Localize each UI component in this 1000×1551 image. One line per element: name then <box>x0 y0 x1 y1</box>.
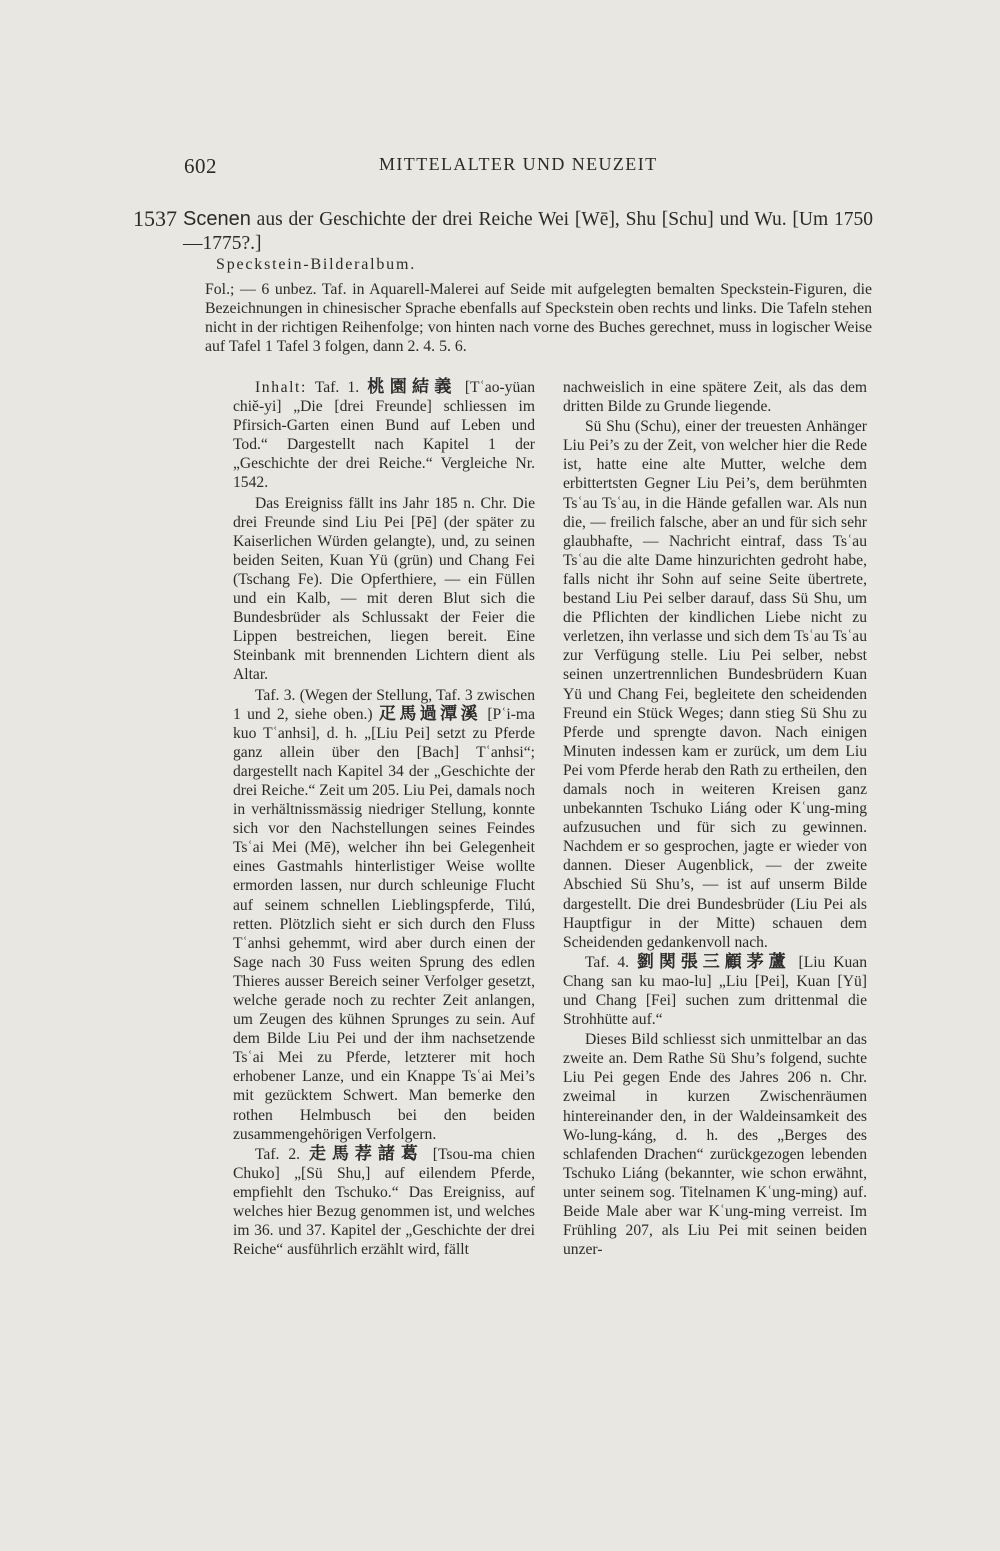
plate-3-paragraph <box>233 686 535 1144</box>
plate-4-intro: Taf. 4. <box>585 953 637 971</box>
plate-3-intro: Taf. 3. (Wegen der Stellung, Taf. 3 zwischen 1 und 2, siehe oben.) <box>233 686 535 723</box>
plate-1-text: [Tʿao-yüan chiĕ-yi] „Die [drei Freunde] schliessen im Pfirsich-Garten einen Bund auf Leben und Tod.“ Dargestellt nach Kapitel 1 der „Geschichte der drei Reiche.“ Vergleiche Nr. 1542. <box>233 379 535 492</box>
contents-label: Inhalt: <box>255 379 307 396</box>
plate-2-detail-paragraph: Sü Shu (Schu), einer der treuesten Anhänger Liu Pei’s zu der Zeit, von welcher hier die Rede ist, hatte eine alte Mutter, welche dem erbittertsten Gegner Liu Pei’s, dem berühmten Tsʿau Tsʿau, in die Hände gefallen war. Als nun die, — freilich falsche, aber an und für sich sehr glaubhafte, — Nachricht eintraf, dass Tsʿau Tsʿau die alte Dame hinzurichten gedroht habe, falls nicht ihr Sohn auf seine Seite übertrete, bestand Liu Pei selber darauf, dass Sü Shu, um die Pflichten der kindlichen Liebe nicht zu verletzen, ihn verlasse und sich dem Tsʿau Tsʿau zur Verfügung stelle. Liu Pei selber, nebst seinen unzertrennlichen Bundesbrüdern Kuan Yü und Chang Fei, begleitete den scheidenden Freund ein Stück Weges; dann stieg Sü Shu zu Pferde und sprengte davon. Nach einigen Minuten indessen kam er zurück, um dem Liu Pei vom Pferde herab den Rath zu ertheilen, den damals noch in weiteren Kreisen ganz unbekannten Tschuko Liáng oder Kʿung-ming aufzusuchen und für sich zu gewinnen. Nachdem er so gesprochen, jagte er wieder von dannen. Dieser Augenblick, — der zweite Abschied Sü Shu’s, — ist auf unserm Bilde dargestellt. Die drei Bundesbrüder (Liu Pei als Hauptfigur in der Mitte) schauen dem Scheidenden gedankenvoll nach. <box>563 418 867 951</box>
entry-subtitle: Speckstein-Bilderalbum. <box>216 256 417 273</box>
plate-4-chinese-title: 劉関張三顧茅蘆 <box>636 951 791 972</box>
entry-title-lead: Scenen <box>183 208 251 230</box>
entry-description-text: Fol.; — 6 unbez. Taf. in Aquarell-Malerei auf Seide mit aufgelegten bemalten Speckstein-Figuren, die Bezeichnungen in chinesischer Sprache ebenfalls auf Speckstein oben rechts und links. Die Tafeln stehen nicht in der richtigen Reihenfolge; von hinten nach vorne des Buches gerechnet, muss in logischer Weise auf Tafel 1 Tafel 3 folgen, dann 2. 4. 5. 6. <box>205 281 872 355</box>
plate-4-detail-paragraph: Dieses Bild schliesst sich unmittelbar an das zweite an. Dem Rathe Sü Shu’s folgend, suchte Liu Pei gegen Ende des Jahres 206 n. Chr. zweimal in kurzen Zwischenräumen hintereinander den, in der Waldeinsamkeit des Wo-lung-káng, d. h. des „Berges des schlafenden Drachen“ zurückgezogen lebenden Tschuko Liáng (bekannter, wie schon erwähnt, unter seinem sog. Titelnamen Kʿung-ming) auf. Beide Male aber war Kʿung-ming verreist. Im Frühling 207, als Liu Pei mit seinen beiden unzer- <box>563 1031 867 1259</box>
entry-description <box>205 281 872 357</box>
entry-title-rest: aus der Geschichte der drei Reiche Wei [Wē], Shu [Schu] und Wu. [Um 1750—1775?.] <box>183 209 873 254</box>
left-column <box>233 378 535 1260</box>
entry-number: 1537 <box>133 206 177 231</box>
page-header <box>184 154 884 184</box>
entry-title <box>183 207 873 256</box>
plate-4-paragraph <box>563 953 867 1029</box>
plate-2-continuation: nachweislich in eine spätere Zeit, als das dem dritten Bilde zu Grunde liegende. <box>563 379 867 416</box>
plate-2-paragraph <box>233 1145 535 1260</box>
plate-3-text: [Pʿi-ma kuo Tʿanhsi], d. h. „[Liu Pei] setzt zu Pferde ganz allein über den [Bach] Tʿanhsi“; dargestellt nach Kapitel 34 der „Geschichte der drei Reiche.“ Zeit um 205. Liu Pei, damals noch in verhältnissmässig niedriger Stellung, konnte sich vor den Nachstellungen seines Feindes Tsʿai Mei (Mē), welcher ihn bei Gelegenheit eines Gastmahls hinterlistiger Weise wollte ermorden lassen, nur durch schleunige Flucht auf seinem schnellen Lieblingspferde, Tilú, retten. Plötzlich sieht er sich durch den Fluss Tʿanhsi gehemmt, wird aber durch einen der Sage nach 30 Fuss weiten Sprung des edlen Thieres ausser Bereich seiner Verfolger gesetzt, welche gerade noch zu rechter Zeit anlangen, um Zeugen des kühnen Sprunges zu sein. Auf dem Bilde Liu Pei und der ihm nachsetzende Tsʿai Mei zu Pferde, letzterer mit hoch erhobener Lanze, und ein Knappe Tsʿai Mei’s mit gezücktem Schwert. Man bemerke den rothen Helmbusch bei den beiden zusammengehörigen Verfolgern. <box>233 705 535 1143</box>
plate-2-intro: Taf. 2. <box>255 1145 309 1163</box>
plate-1-paragraph <box>233 378 535 493</box>
plate-2-text: [Tsou-ma chien Chuko] „[Sü Shu,] auf eilendem Pferde, empfiehlt den Tschuko.“ Das Ereigniss, auf welches hier Bezug genommen ist, und welches im 36. und 37. Kapitel der „Geschichte der drei Reiche“ ausführlich erzählt wird, fällt <box>233 1145 535 1259</box>
plate-1-number: Taf. 1. <box>306 379 368 396</box>
page-number: 602 <box>184 154 217 178</box>
plate-1-detail-paragraph: Das Ereigniss fällt ins Jahr 185 n. Chr. Die drei Freunde sind Liu Pei [Pē] (der später zu Kaiserlichen Würden gelangte), und, zu seinen beiden Seiten, Kuan Yü (grün) und Chang Fei (Tschang Fe). Die Opferthiere, — ein Füllen und ein Kalb, — mit deren Blut sich die Bundesbrüder als Schlussakt der Feier die Lippen bestreichen, liegen bereit. Eine Steinbank mit brennenden Lichtern dient als Altar. <box>233 494 535 684</box>
right-column <box>563 378 867 1260</box>
plate-2-chinese-title: 走馬荐諸葛 <box>308 1143 424 1164</box>
plate-3-chinese-title: 疋馬過潭溪 <box>378 703 482 724</box>
running-head: MITTELALTER UND NEUZEIT <box>379 154 658 174</box>
plate-1-chinese-title: 桃園結義 <box>367 377 457 397</box>
plate-4-text: [Liu Kuan Chang san ku mao-lu] „Liu [Pei], Kuan [Yü] und Chang [Fei] suchen zum drittenmal die Strohhütte auf.“ <box>563 953 867 1029</box>
